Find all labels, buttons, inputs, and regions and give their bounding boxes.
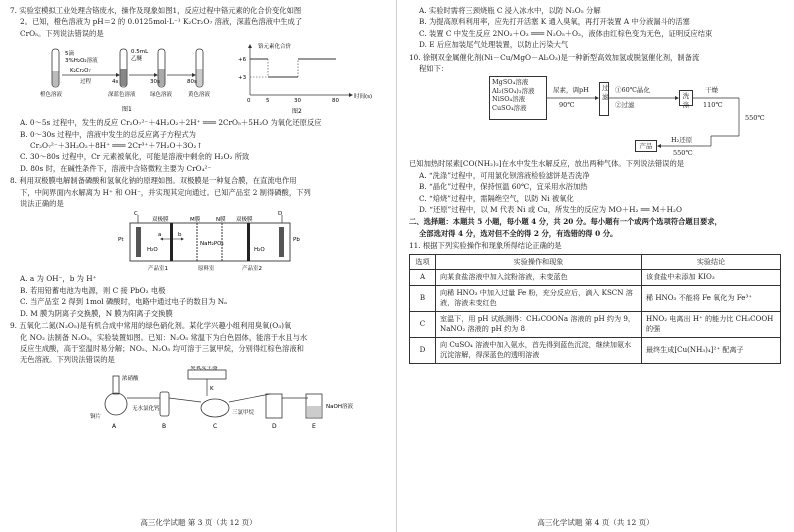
valence-x-80: 80 bbox=[332, 98, 339, 105]
q11-header-conclusion: 实验结论 bbox=[642, 254, 781, 270]
label-a: a bbox=[158, 232, 162, 239]
label-copper: 铜片 bbox=[90, 413, 102, 420]
tube-top-2: 3%H₂O₂溶液 bbox=[65, 58, 98, 65]
part-two-line2: 全部选对得 4 分，选对但不全的得 2 分，有选错的得 0 分。 bbox=[419, 228, 618, 238]
q8-option-a: A. a 为 OH⁻，b 为 H⁺ bbox=[20, 274, 97, 284]
label-c: C bbox=[134, 211, 138, 218]
label-bipolar-1: 双极膜 bbox=[152, 217, 169, 224]
q9-stem-line1: 9. 五氧化二氮(N₂O₅)是有机合成中常用的绿色硝化剂。某化学兴趣小组利用臭氧(O₃)氧 bbox=[10, 321, 292, 331]
q11-row-b-conclusion: 稀 HNO₃ 不能将 Fe 氧化为 Fe³⁺ bbox=[642, 285, 781, 311]
q7-figures bbox=[10, 39, 389, 117]
tube-cap-1: 过程 bbox=[80, 79, 92, 86]
q10-option-a: A. “洗涤”过程中，可用氯化钡溶液检验滤饼是否洗净 bbox=[419, 170, 590, 180]
question-11 bbox=[409, 240, 786, 363]
tube-1 bbox=[52, 49, 59, 87]
q11-header-option: 选项 bbox=[410, 254, 436, 270]
flow-label-roast: 550℃ bbox=[745, 114, 765, 123]
page-right bbox=[397, 0, 794, 532]
q8-stem-line1: 8. 利用双极膜电解制备磷酸和氢氧化钠的原理如图。双极膜是一种复合膜，在直流电作用 bbox=[10, 176, 297, 186]
question-9 bbox=[10, 320, 389, 432]
left-page-footer: 高三化学试题 第 3 页（共 12 页） bbox=[140, 517, 257, 527]
q11-row-c-operation: 室温下，用 pH 试纸测得：CH₃COONa 溶液的 pH 约为 9，NaNO₂ 溶液的 pH 约为 8 bbox=[436, 311, 642, 337]
electrode-c bbox=[136, 227, 141, 257]
label-water-1: H₂O bbox=[147, 247, 158, 254]
apparatus-c: C bbox=[213, 422, 218, 430]
q9-stem-line4: 无色溶液。下列说法错误的是 bbox=[20, 355, 115, 365]
label-water-2: H₂O bbox=[254, 247, 265, 254]
tube-label-1: 橙色溶液 bbox=[40, 92, 63, 99]
valence-chart bbox=[248, 44, 353, 97]
tube-cap-4: 80s bbox=[187, 79, 197, 86]
q11-row-d-conclusion: 最终生成[Cu(NH₃)₄]²⁺ 配离子 bbox=[642, 337, 781, 363]
q10-stem-line1: 10. 徐钢双金属催化剂(Ni－Cu/MgO－Al₂O₃)是一种新型高效加氢或脱氢催化剂，制备流 bbox=[409, 52, 700, 62]
q7-figure-svg bbox=[10, 39, 390, 117]
q11-row-a-operation: 向某食盐溶液中加入淀粉溶液，未变蓝色 bbox=[436, 270, 642, 286]
label-product-1: 产品室1 bbox=[148, 266, 168, 273]
label-product-2: 产品室2 bbox=[242, 266, 262, 273]
flow-label-urea: 尿素，调pH bbox=[553, 86, 589, 95]
label-pt: Pt bbox=[118, 237, 124, 244]
q11-row-d-operation: 向 CuSO₄ 溶液中加入氨水，首先得到蓝色沉淀，继续加氨水沉淀溶解，得深蓝色的透明溶液 bbox=[436, 337, 642, 363]
q9-options-continued bbox=[409, 5, 786, 51]
flow-filter-box: 过滤 bbox=[599, 82, 609, 116]
q9-option-a: A. 实验时需将三颈烧瓶 C 浸入冰水中，以防 N₂O₅ 分解 bbox=[419, 6, 601, 15]
table-row bbox=[410, 285, 781, 311]
q7-stem-line2: 2。已知，橙色溶液为 pH＝2 的 0.0125mol·L⁻¹ K₂Cr₂O₇ 溶液，深蓝色溶液中生成了 bbox=[20, 17, 303, 27]
q11-row-c-conclusion: HNO₂ 电离出 H⁺ 的能力比 CH₃COOH 的强 bbox=[642, 311, 781, 337]
valence-x-30: 30 bbox=[294, 98, 301, 105]
q11-row-b-option: B bbox=[410, 285, 436, 311]
q11-stem: 11. 根据下列实验操作和现象所得结论正确的是 bbox=[409, 241, 562, 251]
tube-label-2: 深蓝色溶液 bbox=[108, 92, 136, 99]
question-8 bbox=[10, 175, 389, 319]
table-row bbox=[410, 337, 781, 363]
question-10 bbox=[409, 52, 786, 216]
flow-label-110c: 110℃ bbox=[703, 101, 723, 110]
q10-stem-line2: 程如下： bbox=[419, 64, 449, 74]
q9-option-b: B. 为提高原料利用率，应先打开活塞 K 通入臭氧，再打开装置 A 中分液漏斗的活塞 bbox=[419, 17, 690, 27]
q7-option-c: C. 30～80s 过程中，Cr 元素被氧化，可能是溶液中剩余的 H₂O₂ 所致 bbox=[20, 152, 250, 162]
bottle-d bbox=[266, 394, 282, 418]
q9-stem-line3: 反应生成酸，高于室温时易分解；NO₂、N₂O₅ 均可溶于三氯甲烷，分别得红棕色溶液和 bbox=[20, 343, 304, 353]
tube-mid-3: K₂Cr₂O₇ bbox=[70, 68, 91, 75]
valence-ylabel: 铬元素化合价 bbox=[258, 44, 292, 51]
q11-row-a-conclusion: 该食盐中未添加 KIO₃ bbox=[642, 270, 781, 286]
table-row bbox=[410, 311, 781, 337]
q7-stem-line1: 7. 实验室模拟工业处理含铬废水，操作及现象如图1，反应过程中铬元素的化合价变化如图 bbox=[10, 6, 302, 15]
q7-stem-line3: CrO₅。下列说法错误的是 bbox=[20, 28, 104, 38]
apparatus-d: D bbox=[272, 422, 277, 430]
tube-label-4: 黄色溶液 bbox=[188, 92, 211, 99]
table-row bbox=[410, 270, 781, 286]
part-two-line1: 二、选择题：本题共 5 小题，每小题 4 分，共 20 分。每小题有一个或两个选项符合题目要求， bbox=[409, 217, 722, 227]
ozone-generator bbox=[188, 370, 226, 379]
q8-stem-line2: 下，中间界面内水解离为 H⁺ 和 OH⁻，并实现其定向通过。已知产品室 2 制得磷酸，下列 bbox=[20, 187, 311, 197]
flow-label-90c: 90℃ bbox=[559, 101, 575, 110]
label-b: b bbox=[178, 232, 182, 239]
q11-header-row bbox=[410, 254, 781, 270]
q8-option-b: B. 若用铅蓄电池为电源，则 C 接 PbO₂ 电极 bbox=[20, 285, 166, 295]
drying-tube-b bbox=[160, 392, 169, 416]
figure-1-caption: 图1 bbox=[122, 106, 132, 114]
q10-option-d: D. “还原”过程中，以 M 代表 Ni 或 Cu，所发生的反应为 MO＋H₂ ══ M＋H₂O bbox=[419, 205, 682, 215]
flow-label-filter2: ②过滤 bbox=[615, 101, 635, 110]
tube-4 bbox=[196, 49, 203, 87]
q9-option-d: D. E 后应加装尾气处理装置，以防止污染大气 bbox=[419, 40, 569, 50]
q7-option-a: A. 0～5s 过程中，发生的反应 Cr₂O₇²⁻＋4H₂O₂＋2H⁺ ═══ 2CrO₅＋5H₂O 为氧化还原反应 bbox=[20, 118, 322, 128]
q8-stem-line3: 说法正确的是 bbox=[20, 199, 64, 209]
q9-apparatus-figure bbox=[10, 366, 389, 432]
flow-wash-box: 洗涤 bbox=[679, 90, 693, 106]
apparatus-e: E bbox=[312, 422, 316, 430]
apparatus-b: B bbox=[162, 422, 167, 430]
q11-row-d-option: D bbox=[410, 337, 436, 363]
flow-solution-al2so43: Al₂(SO₄)₃溶液 bbox=[492, 86, 535, 95]
electrode-d bbox=[279, 227, 284, 257]
valence-x-0: 0 bbox=[247, 98, 251, 105]
tube-label-3: 绿色溶液 bbox=[150, 92, 173, 99]
q7-option-d: D. 80s 时，在碱性条件下，溶液中含铬微粒主要为 CrO₄²⁻ bbox=[20, 163, 212, 173]
q9-stem-line2: 化 NO₂ 法制备 N₂O₅，实验装置如图。已知：N₂O₅ 常温下为白色固体，能溶于水且与水 bbox=[20, 332, 308, 342]
flow-label-dry: 干燥 bbox=[705, 86, 718, 95]
q10-option-b: B. “晶化”过程中，保持恒温 60℃，宜采用水浴加热 bbox=[419, 182, 588, 192]
q11-row-a-option: A bbox=[410, 270, 436, 286]
tube-mid-2: 乙醚 bbox=[131, 56, 143, 63]
label-pb: Pb bbox=[293, 237, 300, 244]
label-bipolar-2: 双极膜 bbox=[236, 217, 253, 224]
q7-option-b-line2: Cr₂O₇²⁻＋3H₂O₂＋8H⁺ ═══ 2Cr³⁺＋7H₂O＋3O₂↑ bbox=[30, 141, 203, 151]
valence-y-plus6: +6 bbox=[238, 57, 247, 64]
tube-top-1: 5滴 bbox=[65, 51, 74, 58]
q11-header-operation: 实验操作和现象 bbox=[436, 254, 642, 270]
valence-y-plus3: +3 bbox=[238, 75, 247, 82]
q11-table bbox=[409, 254, 781, 364]
label-drier: 无水氯化钙 bbox=[132, 405, 160, 412]
apparatus-a: A bbox=[112, 422, 117, 430]
tube-cap-3: 30s bbox=[150, 79, 160, 86]
label-valve-k: K bbox=[210, 385, 214, 392]
flask-a bbox=[105, 393, 127, 415]
flow-product-box: 产品 bbox=[635, 140, 657, 152]
question-7 bbox=[10, 5, 389, 174]
label-chloroform: 三氯甲烷 bbox=[232, 409, 255, 416]
right-page-footer: 高三化学试题 第 4 页（共 12 页） bbox=[537, 517, 654, 527]
label-ozone: 臭氧发生器 bbox=[190, 365, 218, 371]
flow-solution-niso4: NiSO₄溶液 bbox=[492, 95, 526, 104]
q9-option-c: C. 装置 C 中发生反应 2NO₂＋O₃ ═══ N₂O₅＋O₂，液体由红棕色变为无色，证明反应结束 bbox=[419, 28, 713, 38]
q11-row-b-operation: 向稀 HNO₃ 中加入过量 Fe 粉，充分反应后，滴入 KSCN 溶液，溶液未变红色 bbox=[436, 285, 642, 311]
q7-option-b-line1: B. 0～30s 过程中，溶液中发生的总反应离子方程式为 bbox=[20, 129, 196, 139]
tube-mid-1: 0.5mL bbox=[131, 49, 149, 56]
flow-label-550c: 550℃ bbox=[673, 149, 693, 158]
q10-option-c: C. “焙烧”过程中，需隔绝空气，以防 Ni 被氧化 bbox=[419, 193, 574, 203]
flow-solution-cuso4: CuSO₄溶液 bbox=[492, 103, 527, 112]
dropping-funnel bbox=[113, 376, 119, 394]
label-n-membrane: N膜 bbox=[216, 217, 226, 224]
q8-option-d: D. M 膜为阴离子交换膜，N 膜为阳离子交换膜 bbox=[20, 308, 173, 318]
valence-x-unit: 时间(s) bbox=[354, 94, 373, 101]
label-d: D bbox=[278, 211, 283, 218]
q10-flowchart bbox=[409, 74, 786, 158]
valence-x-5: 5 bbox=[266, 98, 270, 105]
q11-row-c-option: C bbox=[410, 311, 436, 337]
three-neck-flask-c bbox=[201, 399, 229, 417]
q8-option-c: C. 当产品室 2 得到 1mol 磷酸时，电路中通过电子的数目为 Nₐ bbox=[20, 297, 227, 307]
label-salt: NaH₂PO₄ bbox=[200, 241, 224, 248]
flow-label-crystal: ①60℃晶化 bbox=[615, 86, 651, 95]
label-naoh: NaOH溶液 bbox=[326, 403, 353, 410]
tube-2 bbox=[120, 49, 127, 87]
figure-2-caption: 图2 bbox=[292, 108, 302, 116]
flow-label-h2: H₂还原 bbox=[671, 136, 693, 145]
q10-known: 已知加热时尿素[CO(NH₂)₂]在水中发生水解反应，放出两种气体。下列说法错误的是 bbox=[409, 159, 685, 169]
label-m-membrane: M膜 bbox=[190, 217, 201, 224]
part-two-instructions bbox=[409, 216, 786, 239]
flow-solution-mgso4: MgSO₄溶液 bbox=[492, 78, 529, 87]
bipolar-membrane-1 bbox=[170, 223, 173, 261]
tube-cap-2: 4s bbox=[112, 79, 119, 86]
bipolar-membrane-2 bbox=[247, 223, 250, 261]
label-conc-nitric: 浓硝酸 bbox=[122, 375, 139, 382]
label-raw: 原料室 bbox=[198, 266, 215, 273]
q8-electrolysis-figure bbox=[10, 209, 389, 273]
